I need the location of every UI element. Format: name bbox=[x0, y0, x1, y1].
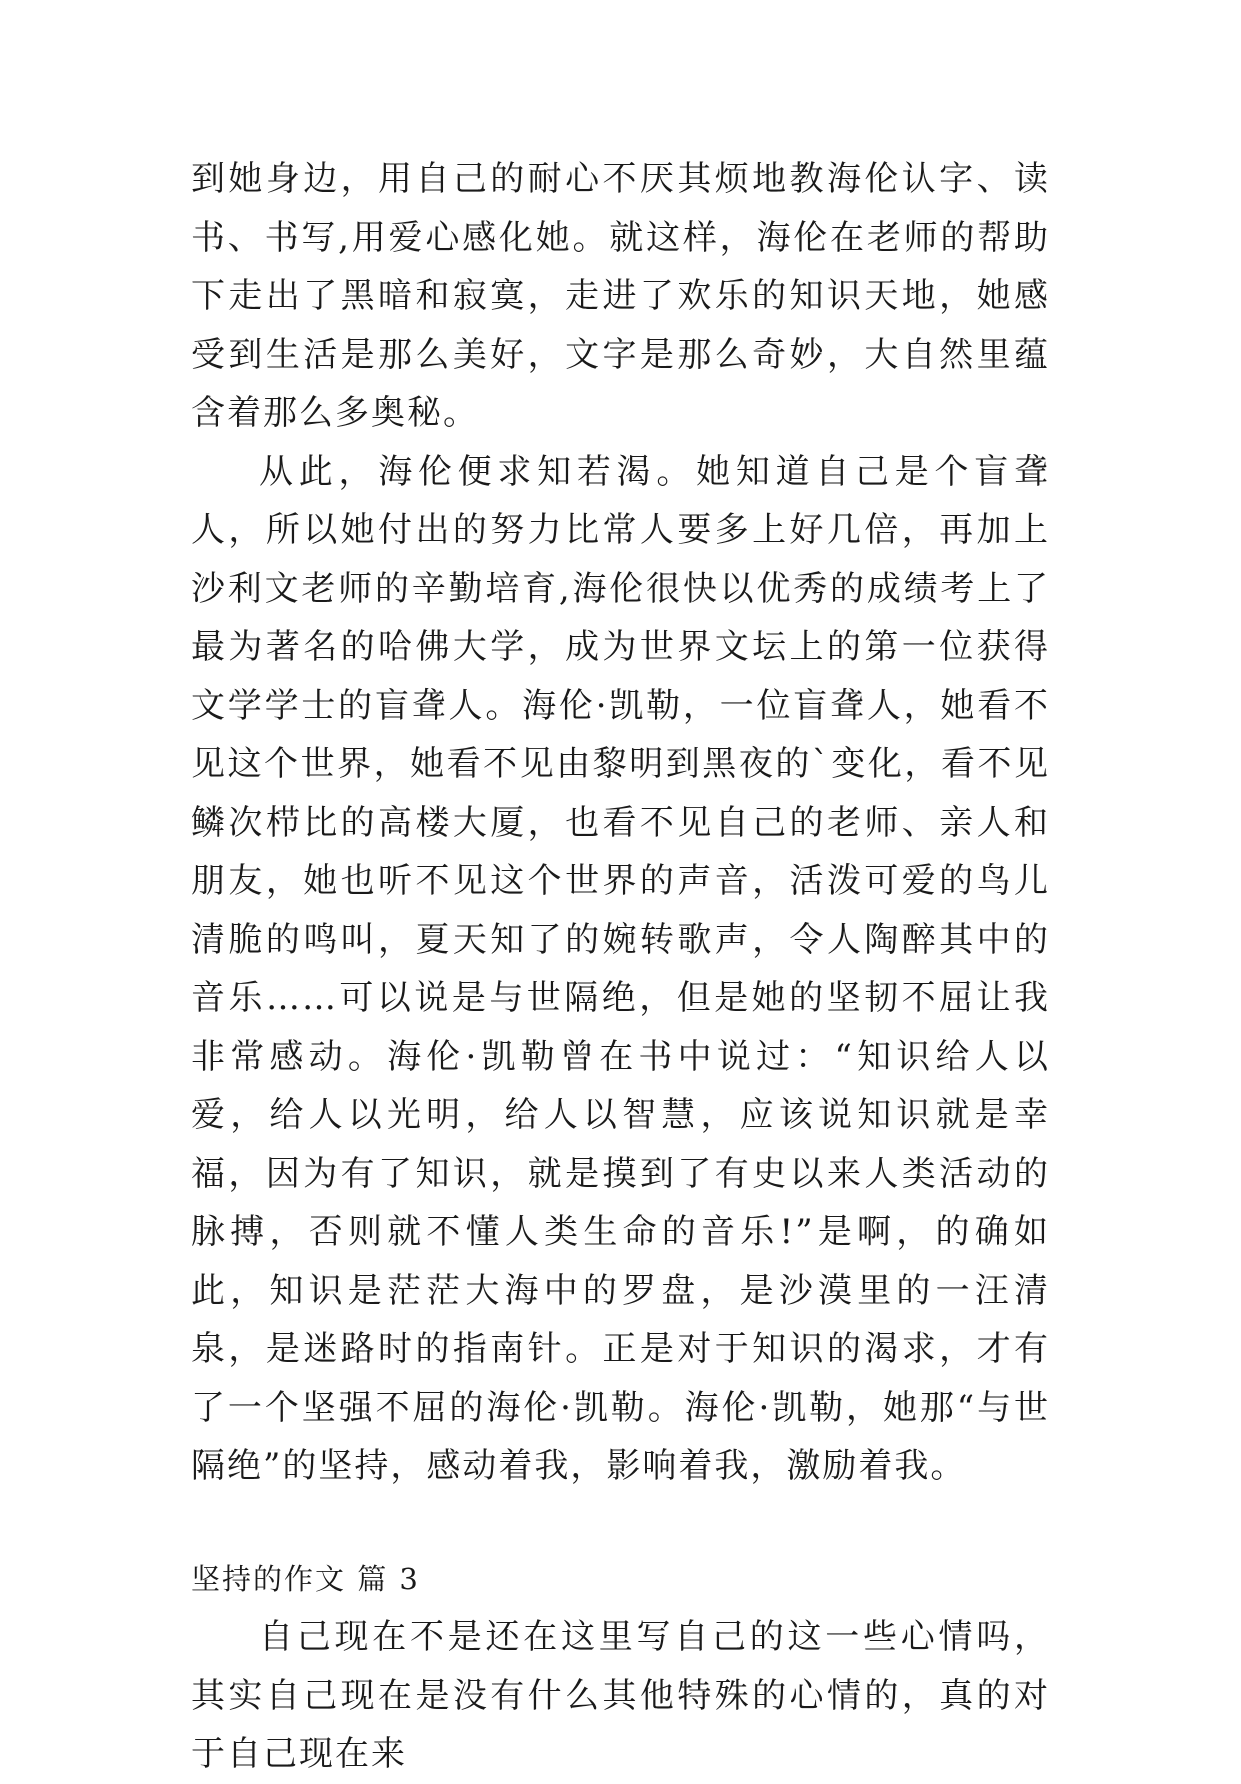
continued-paragraph: 到她身边，用自己的耐心不厌其烦地教海伦认字、读书、书写,用爱心感化她。就这样，海伦在老师的帮助下走出了黑暗和寂寞，走进了欢乐的知识天地，她感受到生活是那么美好，文字是那么奇妙，大自然里蕴含着那么多奥秘。 bbox=[191, 159, 1050, 433]
body-paragraph-2: 从此，海伦便求知若渴。她知道自己是个盲聋人，所以她付出的努力比常人要多上好几倍，再加上沙利文老师的辛勤培育,海伦很快以优秀的成绩考上了最为著名的哈佛大学，成为世界文坛上的第一位获得文学学士的盲聋人。海伦·凯勒，一位盲聋人，她看不见这个世界，她看不见由黎明到黑夜的`变化，看不见鳞次栉比的高楼大厦，也看不见自己的老师、亲人和朋友，她也听不见这个世界的声音，活泼可爱的鸟儿清脆的鸣叫，夏天知了的婉转歌声，令人陶醉其中的音乐……可以说是与世隔绝，但是她的坚韧不屈让我非常感动。海伦·凯勒曾在书中说过：“知识给人以爱，给人以光明，给人以智慧，应该说知识就是幸福，因为有了知识，就是摸到了有史以来人类活动的脉搏，否则就不懂人类生命的音乐!”是啊，的确如此，知识是茫茫大海中的罗盘，是沙漠里的一汪清泉，是迷路时的指南针。正是对于知识的渴求，才有了一个坚强不屈的海伦·凯勒。海伦·凯勒，她那“与世隔绝”的坚持，感动着我，影响着我，激励着我。 bbox=[191, 451, 1050, 1486]
section-title: 坚持的作文 篇 3 bbox=[191, 1561, 420, 1596]
body-paragraph-3: 自己现在不是还在这里写自己的这一些心情吗，其实自己现在是没有什么其他特殊的心情的，真的对于自己现在来 bbox=[191, 1617, 1050, 1774]
document-page bbox=[191, 150, 1050, 1784]
